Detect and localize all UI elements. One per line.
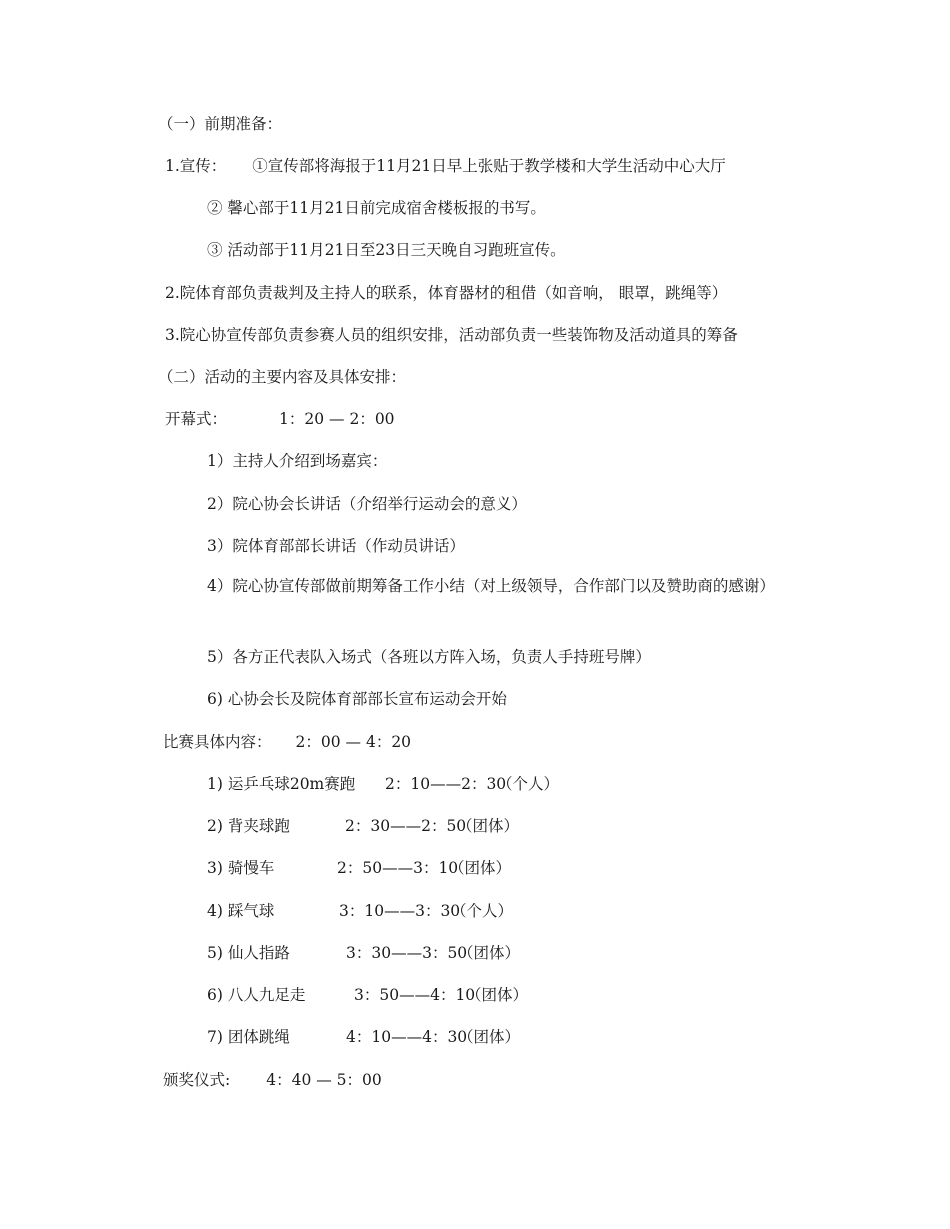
- contest-schedule: [163, 732, 411, 752]
- contest-label: 比赛具体内容：: [163, 733, 272, 751]
- event-name: 4) 踩气球: [207, 902, 275, 920]
- publicity-item: [165, 156, 726, 176]
- publicity-sub1: ①宣传部将海报于11月21日早上张贴于教学楼和大学生活动中心大厅: [252, 157, 726, 175]
- publicity-label: 1.宣传：: [165, 157, 227, 175]
- event-type: （团体）: [458, 944, 521, 962]
- opening-ceremony: [165, 409, 395, 429]
- event-time: 3：50——4：10: [354, 986, 476, 1004]
- opening-step: 4）院心协宣传部做前期筹备工作小结（对上级领导，合作部门以及赞助商的感谢）: [207, 577, 775, 595]
- contest-time: 2：00 — 4：20: [295, 733, 412, 751]
- event-row: [207, 1027, 520, 1047]
- event-name: 7) 团体跳绳: [207, 1028, 290, 1046]
- event-type: （个人）: [451, 902, 514, 920]
- event-row: [207, 985, 528, 1005]
- event-time: 2：50——3：10: [337, 859, 459, 877]
- event-time: 2：10——2：30: [385, 775, 507, 793]
- event-name: 2) 背夹球跑: [207, 817, 290, 835]
- opening-time: 1：20 — 2：00: [279, 410, 395, 428]
- event-type: （团体）: [457, 817, 520, 835]
- event-name: 3) 骑慢车: [207, 859, 275, 877]
- sports-dept-item: 2.院体育部负责裁判及主持人的联系，体育器材的租借（如音响， 眼罩，跳绳等）: [165, 284, 728, 302]
- publicity-sub2: ② 馨心部于11月21日前完成宿舍楼板报的书写。: [207, 199, 546, 217]
- event-type: （团体）: [466, 986, 529, 1004]
- publicity-sub3: ③ 活动部于11月21日至23日三天晚自习跑班宣传。: [207, 241, 566, 259]
- event-row: [207, 816, 519, 836]
- event-row: [207, 858, 511, 878]
- event-row: [207, 901, 513, 921]
- award-time: 4：40 — 5：00: [266, 1071, 382, 1089]
- event-time: 4：10——4：30: [346, 1028, 468, 1046]
- event-type: （团体）: [449, 859, 512, 877]
- event-row: [207, 774, 559, 794]
- event-time: 3：30——3：50: [346, 944, 468, 962]
- award-label: 颁奖仪式:: [163, 1071, 231, 1089]
- opening-step: 6) 心协会长及院体育部部长宣布运动会开始: [207, 690, 507, 708]
- opening-step: 1）主持人介绍到场嘉宾：: [207, 452, 388, 470]
- opening-label: 开幕式：: [165, 410, 228, 428]
- section1-heading: （一）前期准备：: [158, 115, 283, 133]
- opening-step: 5）各方正代表队入场式（各班以方阵入场，负责人手持班号牌）: [207, 648, 651, 666]
- event-type: （团体）: [458, 1028, 521, 1046]
- section2-heading: （二）活动的主要内容及具体安排：: [158, 368, 407, 386]
- opening-step: 2）院心协会长讲话（介绍举行运动会的意义）: [207, 495, 527, 513]
- event-row: [207, 943, 520, 963]
- event-type: （个人）: [497, 775, 560, 793]
- opening-step: 3）院体育部部长讲话（作动员讲话）: [207, 537, 465, 555]
- event-name: 1) 运乒乓球20m赛跑: [207, 775, 356, 793]
- association-item: 3.院心协宣传部负责参赛人员的组织安排，活动部负责一些装饰物及活动道具的筹备: [165, 326, 738, 344]
- event-name: 6) 八人九足走: [207, 986, 306, 1004]
- award-ceremony: [163, 1070, 382, 1090]
- event-name: 5) 仙人指路: [207, 944, 290, 962]
- event-time: 2：30——2：50: [345, 817, 467, 835]
- event-time: 3：10——3：30: [339, 902, 461, 920]
